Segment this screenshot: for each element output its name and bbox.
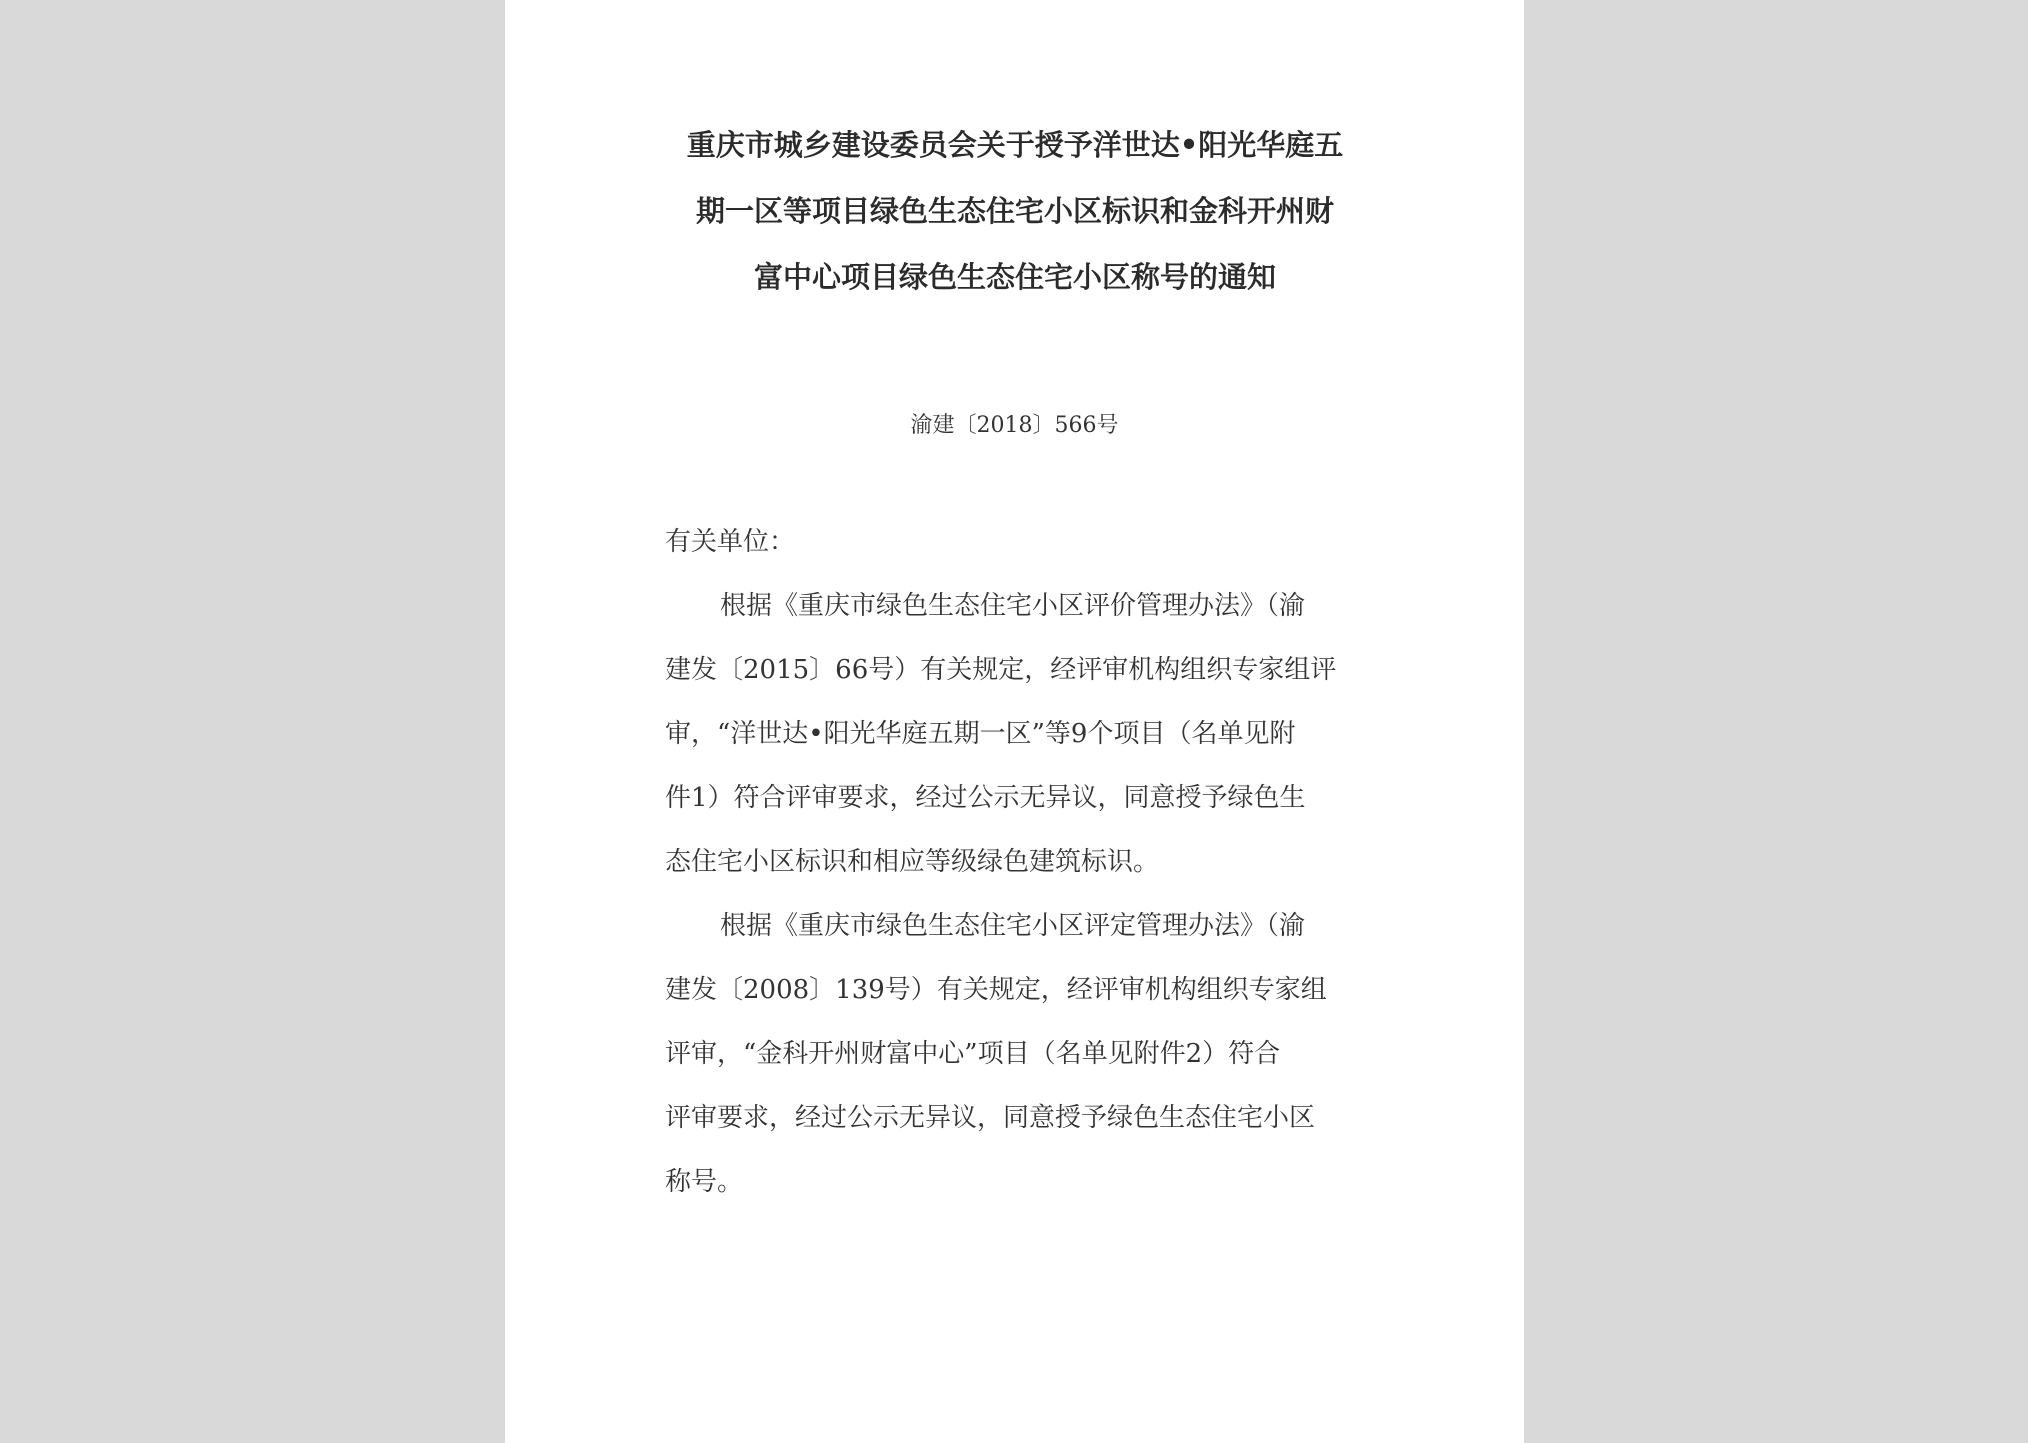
paragraph-line: 称号。 <box>665 1167 744 1197</box>
paragraph-line: 建发〔2015〕66号）有关规定，经评审机构组织专家组评 <box>665 655 1337 685</box>
title-line: 重庆市城乡建设委员会关于授予洋世达•阳光华庭五 <box>686 128 1344 162</box>
paragraph-line: 建发〔2008〕139号）有关规定，经评审机构组织专家组 <box>665 975 1327 1005</box>
document-page <box>505 0 1524 1443</box>
paragraph-line: 评审要求，经过公示无异议，同意授予绿色生态住宅小区 <box>665 1103 1316 1133</box>
paragraph-line: 态住宅小区标识和相应等级绿色建筑标识。 <box>665 847 1160 877</box>
paragraph-line: 根据《重庆市绿色生态住宅小区评价管理办法》（渝 <box>720 591 1306 621</box>
salutation: 有关单位： <box>665 527 796 557</box>
paragraph-line: 审，“洋世达•阳光华庭五期一区”等9个项目（名单见附 <box>665 719 1296 749</box>
document-title <box>665 112 1365 310</box>
title-line: 期一区等项目绿色生态住宅小区标识和金科开州财 <box>695 194 1334 228</box>
title-line: 富中心项目绿色生态住宅小区称号的通知 <box>753 260 1276 294</box>
paragraph-1 <box>665 586 1385 906</box>
document-number: 渝建〔2018〕566号 <box>910 413 1119 438</box>
paragraph-line: 评审，“金科开州财富中心”项目（名单见附件2）符合 <box>665 1039 1281 1069</box>
paragraph-2 <box>665 906 1385 1226</box>
document-body <box>665 522 1385 1226</box>
paragraph-line: 件1）符合评审要求，经过公示无异议，同意授予绿色生 <box>665 783 1306 813</box>
paragraph-line: 根据《重庆市绿色生态住宅小区评定管理办法》（渝 <box>720 911 1306 941</box>
